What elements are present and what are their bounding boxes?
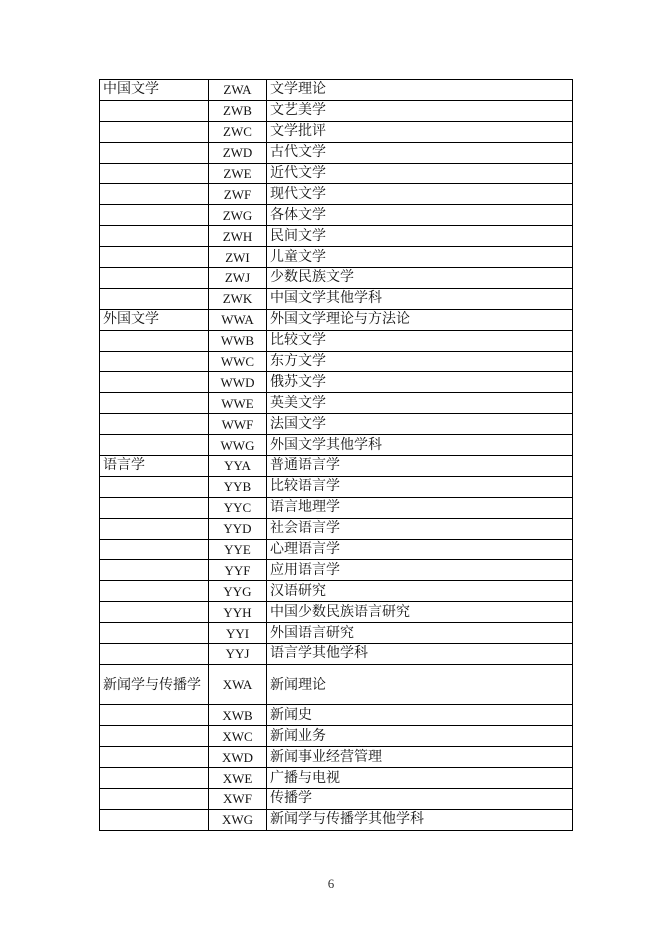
name-cell: 外国语言研究 <box>267 623 573 644</box>
category-cell <box>100 789 209 810</box>
table-row <box>100 644 573 665</box>
name-cell: 各体文学 <box>267 205 573 226</box>
table-row <box>100 726 573 747</box>
category-cell <box>100 393 209 414</box>
code-cell: ZWK <box>209 288 267 309</box>
category-cell <box>100 747 209 768</box>
table-row <box>100 747 573 768</box>
code-cell: ZWJ <box>209 268 267 289</box>
category-cell <box>100 623 209 644</box>
table-row <box>100 184 573 205</box>
code-cell: YYI <box>209 623 267 644</box>
category-cell <box>100 768 209 789</box>
code-cell: XWG <box>209 809 267 830</box>
table-row <box>100 163 573 184</box>
name-cell: 现代文学 <box>267 184 573 205</box>
name-cell: 社会语言学 <box>267 518 573 539</box>
category-cell <box>100 184 209 205</box>
name-cell: 中国少数民族语言研究 <box>267 602 573 623</box>
category-cell <box>100 518 209 539</box>
table-row <box>100 247 573 268</box>
name-cell: 比较语言学 <box>267 476 573 497</box>
table-row <box>100 372 573 393</box>
name-cell: 俄苏文学 <box>267 372 573 393</box>
category-cell <box>100 497 209 518</box>
category-cell: 语言学 <box>100 456 209 477</box>
table-row <box>100 518 573 539</box>
name-cell: 文学批评 <box>267 121 573 142</box>
name-cell: 外国文学理论与方法论 <box>267 309 573 330</box>
code-cell: ZWD <box>209 142 267 163</box>
table-row <box>100 789 573 810</box>
category-cell <box>100 644 209 665</box>
code-cell: ZWA <box>209 80 267 101</box>
table-row <box>100 809 573 830</box>
table-row <box>100 288 573 309</box>
name-cell: 语言地理学 <box>267 497 573 518</box>
name-cell: 新闻学与传播学其他学科 <box>267 809 573 830</box>
category-cell <box>100 705 209 726</box>
category-cell: 新闻学与传播学 <box>100 664 209 705</box>
code-cell: WWD <box>209 372 267 393</box>
code-cell: YYF <box>209 560 267 581</box>
category-cell: 外国文学 <box>100 309 209 330</box>
table-row <box>100 539 573 560</box>
category-cell: 中国文学 <box>100 80 209 101</box>
name-cell: 英美文学 <box>267 393 573 414</box>
code-cell: XWB <box>209 705 267 726</box>
category-cell <box>100 121 209 142</box>
code-cell: WWA <box>209 309 267 330</box>
code-cell: YYA <box>209 456 267 477</box>
table-row <box>100 581 573 602</box>
name-cell: 语言学其他学科 <box>267 644 573 665</box>
code-cell: XWF <box>209 789 267 810</box>
table-row <box>100 768 573 789</box>
name-cell: 文学理论 <box>267 80 573 101</box>
table-row <box>100 664 573 705</box>
category-cell <box>100 268 209 289</box>
code-cell: WWG <box>209 435 267 456</box>
table-row <box>100 602 573 623</box>
code-cell: WWC <box>209 351 267 372</box>
name-cell: 法国文学 <box>267 414 573 435</box>
category-cell <box>100 602 209 623</box>
name-cell: 外国文学其他学科 <box>267 435 573 456</box>
name-cell: 比较文学 <box>267 330 573 351</box>
code-cell: XWD <box>209 747 267 768</box>
code-cell: XWE <box>209 768 267 789</box>
name-cell: 普通语言学 <box>267 456 573 477</box>
name-cell: 新闻事业经营管理 <box>267 747 573 768</box>
name-cell: 儿童文学 <box>267 247 573 268</box>
name-cell: 心理语言学 <box>267 539 573 560</box>
category-cell <box>100 351 209 372</box>
discipline-code-table <box>99 79 573 831</box>
code-cell: ZWH <box>209 226 267 247</box>
name-cell: 古代文学 <box>267 142 573 163</box>
code-cell: ZWE <box>209 163 267 184</box>
name-cell: 新闻理论 <box>267 664 573 705</box>
name-cell: 汉语研究 <box>267 581 573 602</box>
category-cell <box>100 539 209 560</box>
code-cell: XWA <box>209 664 267 705</box>
category-cell <box>100 247 209 268</box>
category-cell <box>100 581 209 602</box>
code-cell: ZWI <box>209 247 267 268</box>
code-cell: YYH <box>209 602 267 623</box>
table-row <box>100 497 573 518</box>
category-cell <box>100 476 209 497</box>
table-row <box>100 623 573 644</box>
table-row <box>100 330 573 351</box>
table-row <box>100 268 573 289</box>
code-cell: ZWB <box>209 100 267 121</box>
code-cell: YYD <box>209 518 267 539</box>
table-row <box>100 393 573 414</box>
name-cell: 文艺美学 <box>267 100 573 121</box>
category-cell <box>100 288 209 309</box>
table-row <box>100 226 573 247</box>
name-cell: 中国文学其他学科 <box>267 288 573 309</box>
table-row <box>100 205 573 226</box>
name-cell: 东方文学 <box>267 351 573 372</box>
category-cell <box>100 372 209 393</box>
name-cell: 新闻业务 <box>267 726 573 747</box>
table-row <box>100 351 573 372</box>
code-cell: YYG <box>209 581 267 602</box>
category-cell <box>100 560 209 581</box>
table-row <box>100 476 573 497</box>
name-cell: 应用语言学 <box>267 560 573 581</box>
table-row <box>100 80 573 101</box>
table-row <box>100 100 573 121</box>
name-cell: 少数民族文学 <box>267 268 573 289</box>
category-cell <box>100 142 209 163</box>
table-row <box>100 435 573 456</box>
category-cell <box>100 726 209 747</box>
code-cell: XWC <box>209 726 267 747</box>
code-cell: ZWG <box>209 205 267 226</box>
category-cell <box>100 435 209 456</box>
code-cell: YYC <box>209 497 267 518</box>
code-cell: YYJ <box>209 644 267 665</box>
table-row <box>100 142 573 163</box>
table-row <box>100 309 573 330</box>
table-row <box>100 705 573 726</box>
code-cell: WWB <box>209 330 267 351</box>
code-cell: YYE <box>209 539 267 560</box>
category-cell <box>100 226 209 247</box>
table-row <box>100 456 573 477</box>
category-cell <box>100 205 209 226</box>
table-row <box>100 121 573 142</box>
name-cell: 新闻史 <box>267 705 573 726</box>
name-cell: 传播学 <box>267 789 573 810</box>
code-cell: WWF <box>209 414 267 435</box>
category-cell <box>100 163 209 184</box>
category-cell <box>100 330 209 351</box>
table-row <box>100 560 573 581</box>
code-cell: WWE <box>209 393 267 414</box>
table-row <box>100 414 573 435</box>
category-cell <box>100 809 209 830</box>
name-cell: 广播与电视 <box>267 768 573 789</box>
code-cell: ZWC <box>209 121 267 142</box>
name-cell: 近代文学 <box>267 163 573 184</box>
page-number: 6 <box>327 876 335 891</box>
category-cell <box>100 414 209 435</box>
category-cell <box>100 100 209 121</box>
code-cell: ZWF <box>209 184 267 205</box>
name-cell: 民间文学 <box>267 226 573 247</box>
code-cell: YYB <box>209 476 267 497</box>
